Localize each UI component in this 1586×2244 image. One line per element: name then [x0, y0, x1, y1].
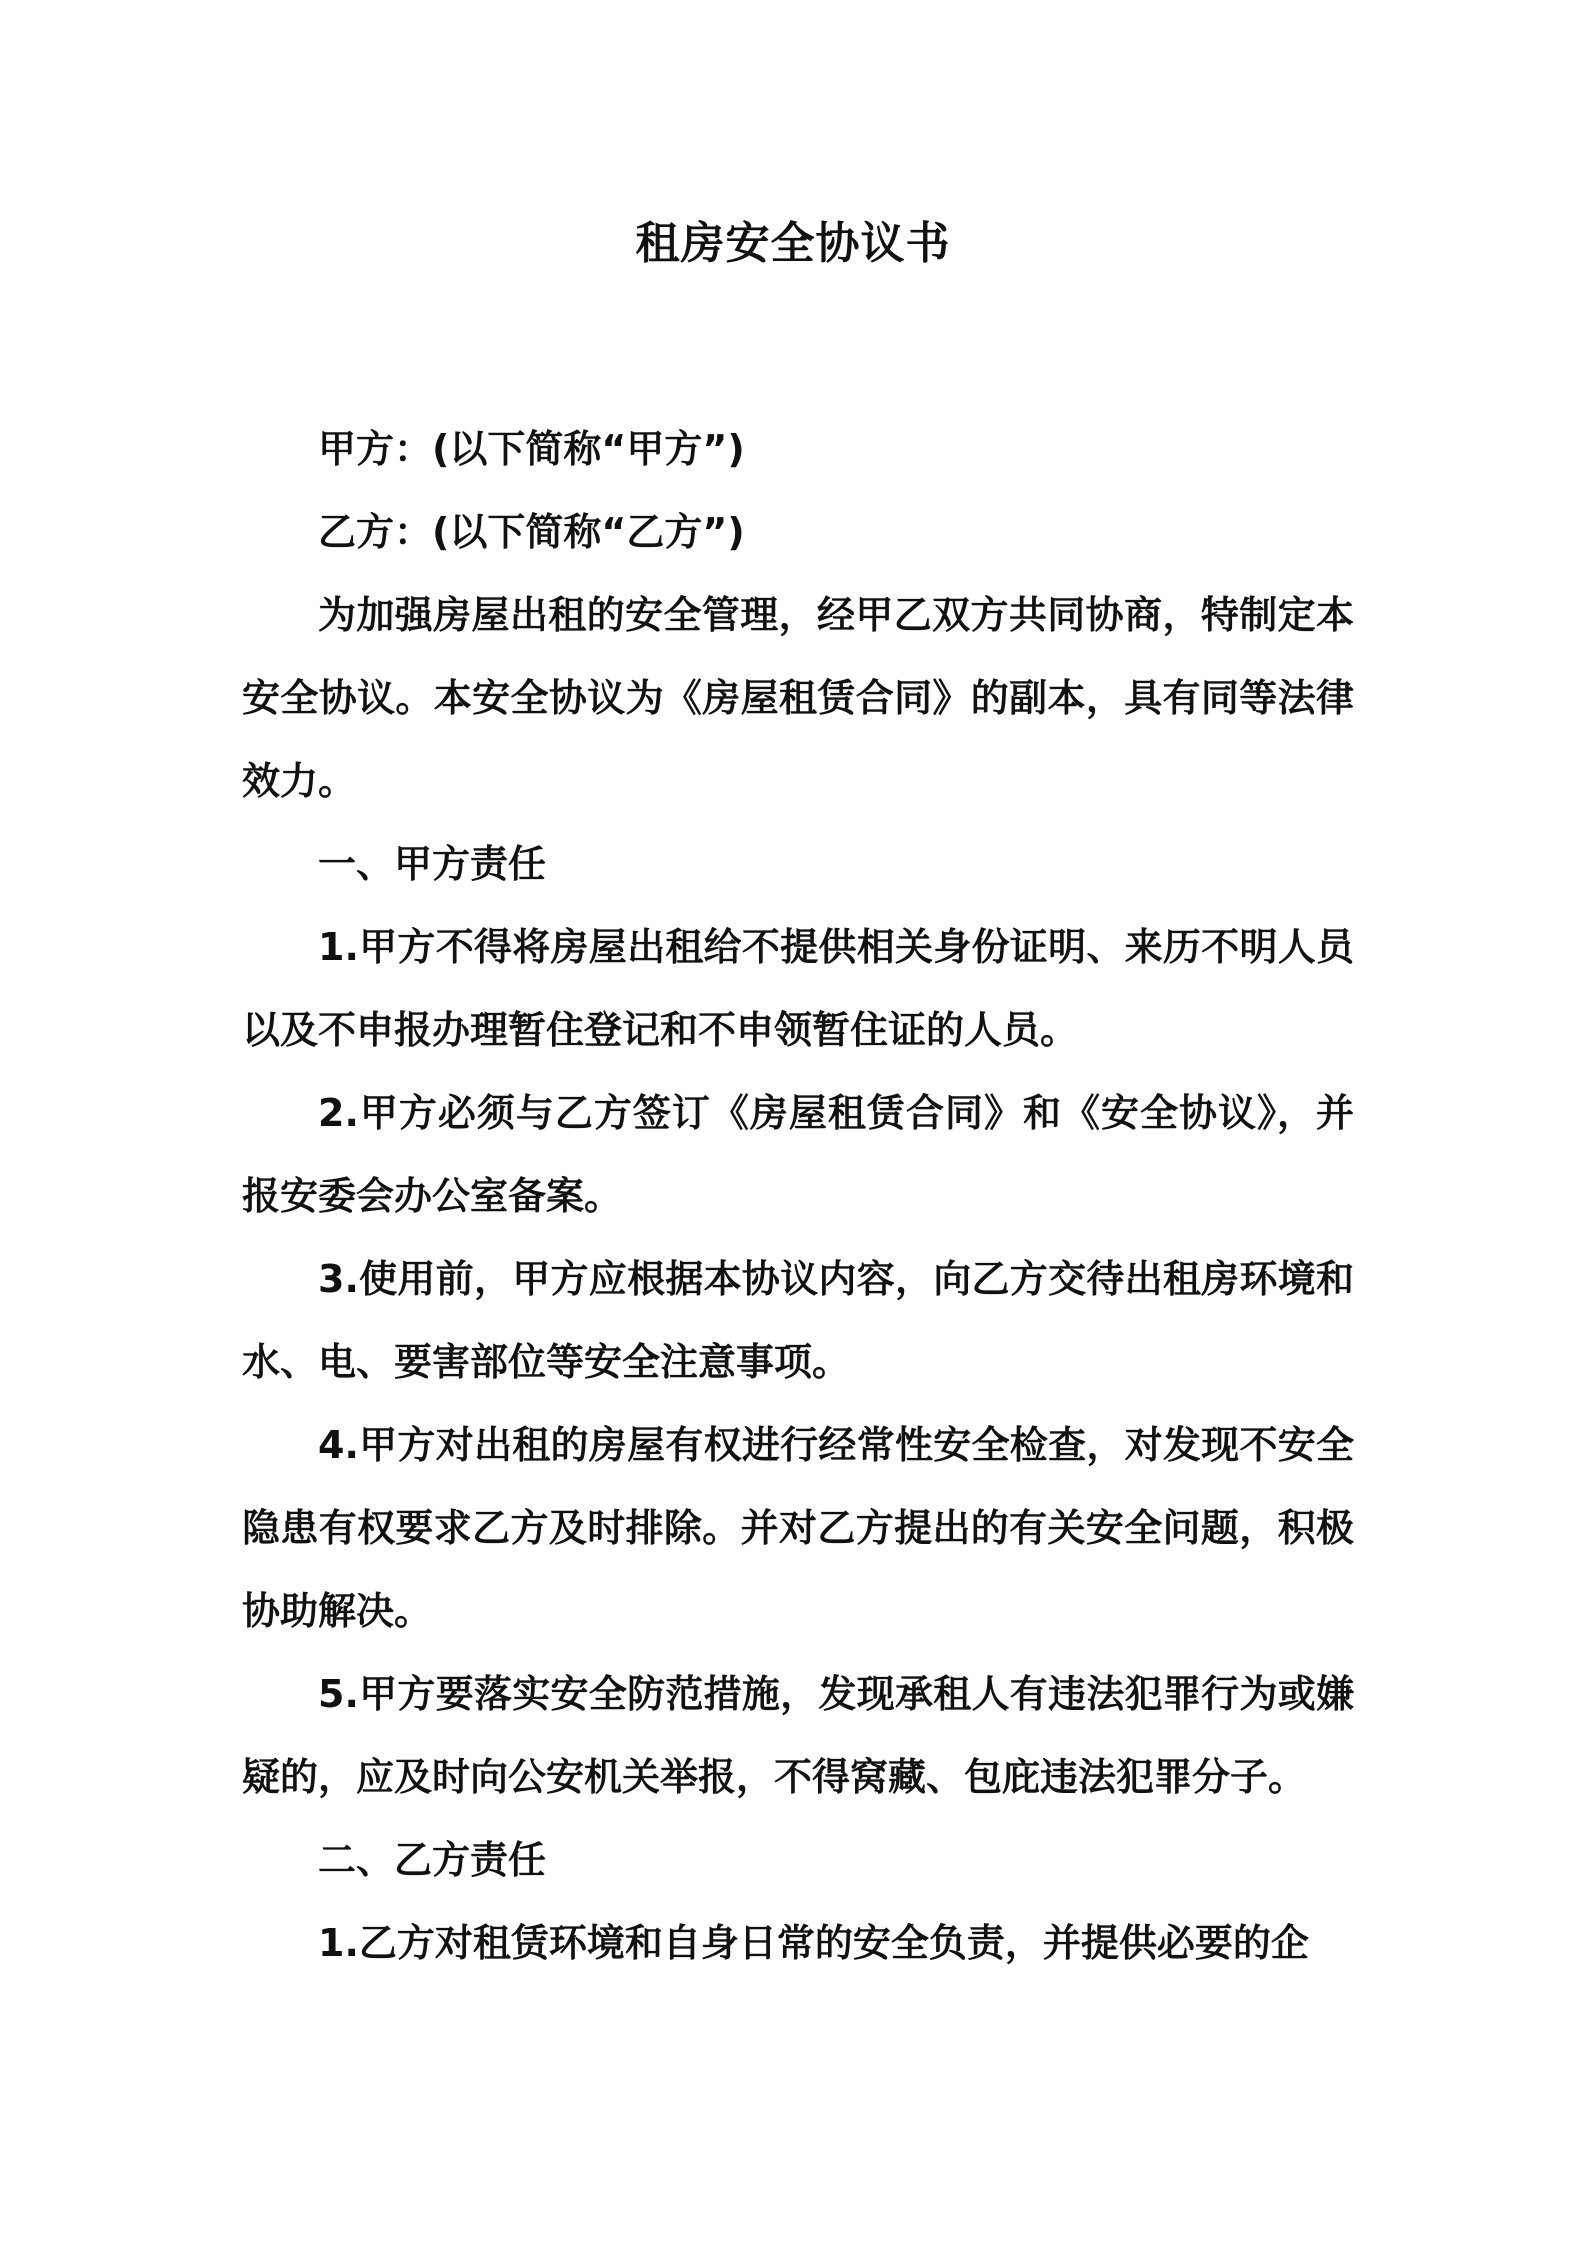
section-b-heading: 二、乙方责任	[318, 1838, 547, 1882]
section-a-item-4: 4.甲方对出租的房屋有权进行经常性安全检查，对发现不安全隐患有权要求乙方及时排除。并对乙方提出的有关安全问题，积极协助解决。	[242, 1423, 1354, 1633]
document-body	[242, 408, 1354, 1985]
section-a-heading: 一、甲方责任	[318, 842, 547, 886]
party-b-line: 乙方：(以下简称“乙方”)	[318, 510, 745, 554]
party-a-line: 甲方：(以下简称“甲方”)	[318, 427, 745, 471]
section-a-item-5: 5.甲方要落实安全防范措施，发现承租人有违法犯罪行为或嫌疑的，应及时向公安机关举报，不得窝藏、包庇违法犯罪分子。	[242, 1672, 1354, 1799]
section-a-item-2: 2.甲方必须与乙方签订《房屋租赁合同》和《安全协议》，并报安委会办公室备案。	[242, 1091, 1354, 1218]
section-a-item-3: 3.使用前，甲方应根据本协议内容，向乙方交待出租房环境和水、电、要害部位等安全注意事项。	[242, 1257, 1354, 1384]
intro-paragraph: 为加强房屋出租的安全管理，经甲乙双方共同协商，特制定本安全协议。本安全协议为《房屋租赁合同》的副本，具有同等法律效力。	[242, 593, 1354, 803]
section-b-item-1: 1.乙方对租赁环境和自身日常的安全负责，并提供必要的企	[318, 1921, 1309, 1965]
document-title: 租房安全协议书	[635, 218, 951, 269]
section-a-item-1: 1.甲方不得将房屋出租给不提供相关身份证明、来历不明人员以及不申报办理暂住登记和不申领暂住证的人员。	[242, 925, 1354, 1052]
